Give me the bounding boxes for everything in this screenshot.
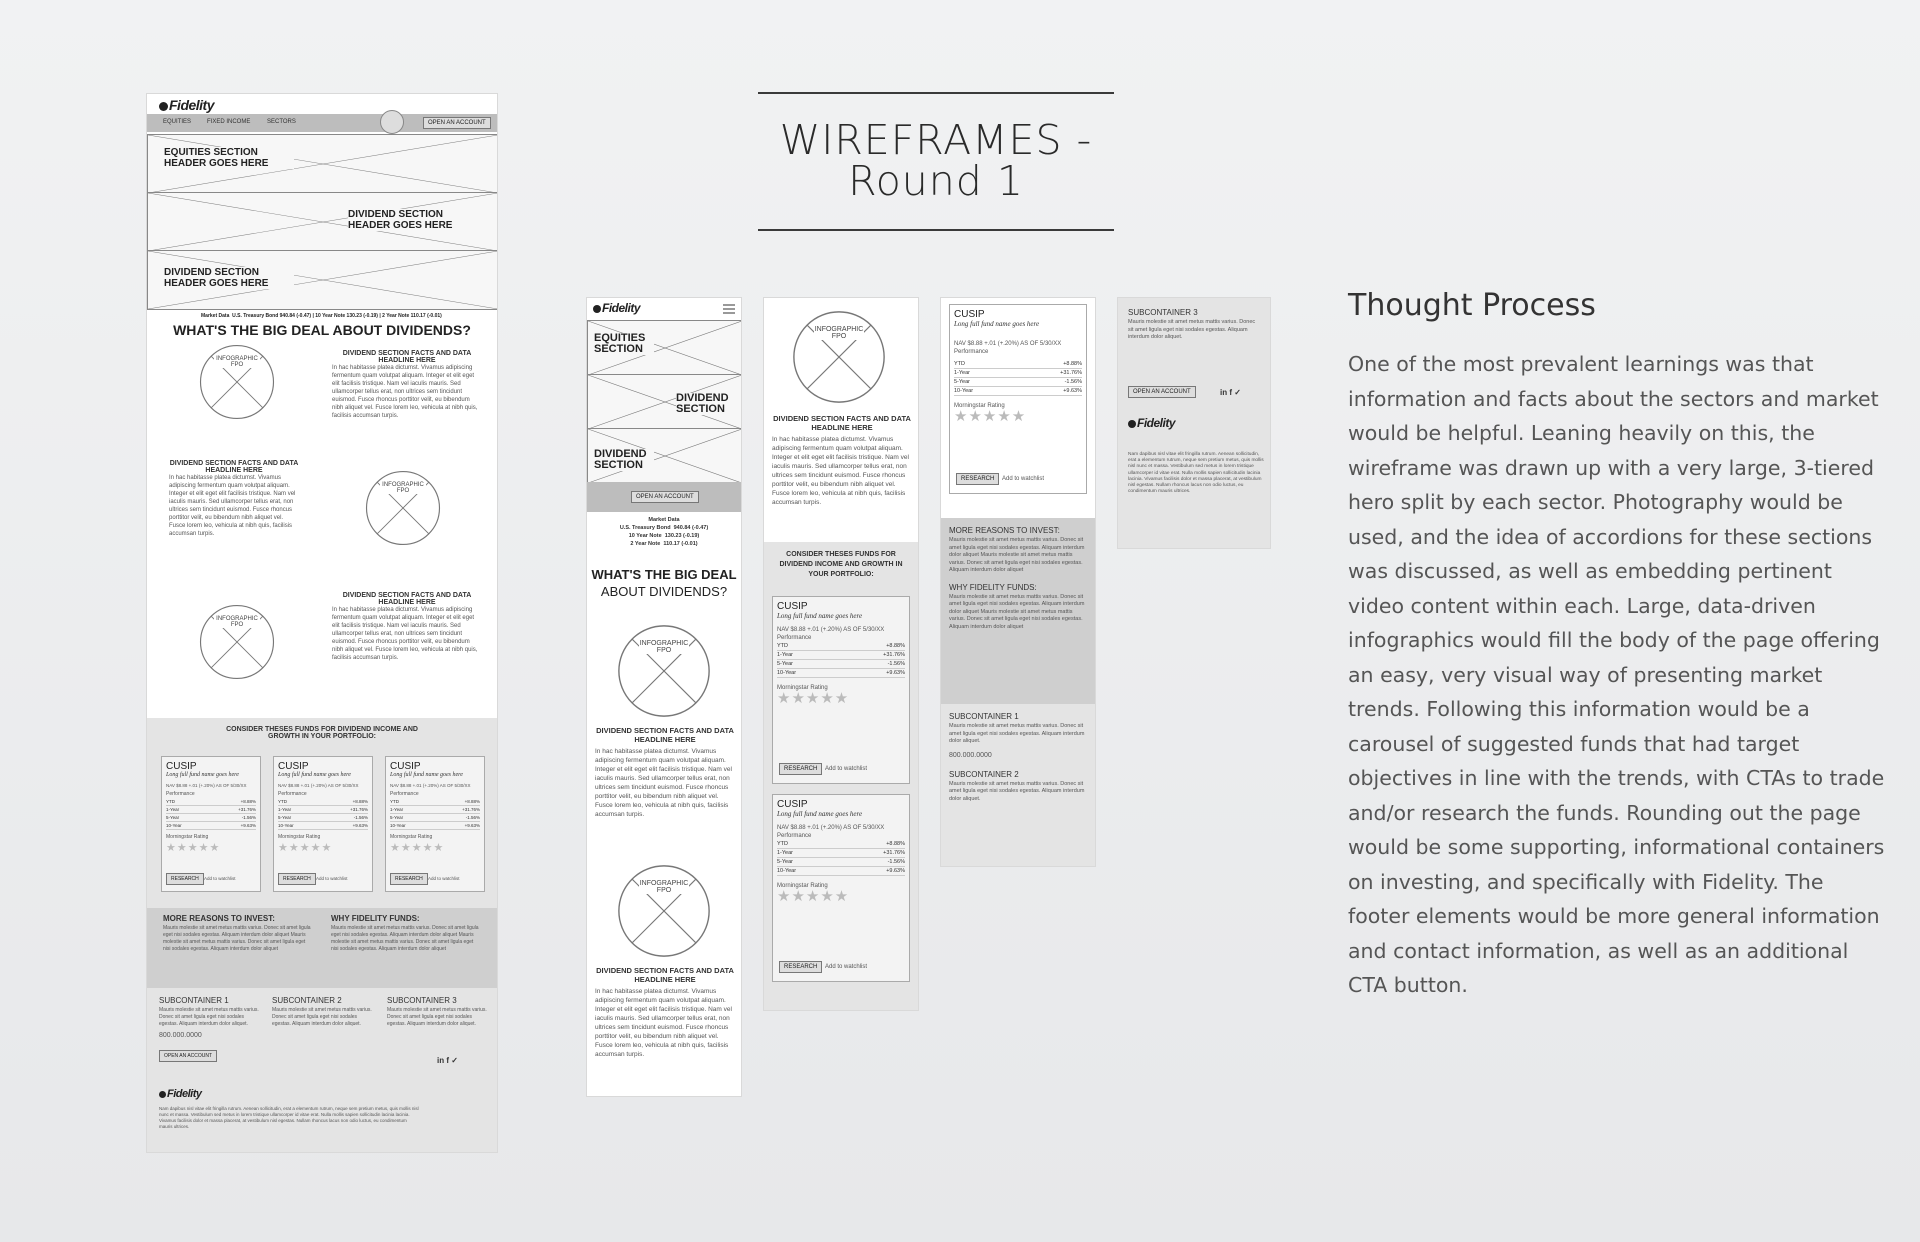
fund-name[interactable]: Long full fund name goes here xyxy=(166,772,239,778)
fund-nav: NAV $8.88 +.01 (+.20%) AS OF 5/30/XX xyxy=(166,783,247,788)
fund-cusip: CUSIP xyxy=(777,799,808,810)
hero-image-dividend-mid xyxy=(147,192,498,252)
table-row: 1-Year +31.76% xyxy=(278,807,368,812)
research-button[interactable]: RESEARCH xyxy=(278,873,316,885)
hero-equities-header: EQUITIES SECTION HEADER GOES HERE xyxy=(164,147,294,169)
add-to-watchlist-link[interactable]: Add to watchlist xyxy=(204,876,236,881)
table-row: YTD +8.88% xyxy=(777,841,905,847)
hero-image-dividend-bottom xyxy=(587,428,742,484)
fund-card xyxy=(772,596,910,784)
footer-fidelity-logo: Fidelity xyxy=(1128,416,1175,430)
subcontainer-2-heading: SUBCONTAINER 2 xyxy=(272,996,342,1005)
morningstar-label: Morningstar Rating xyxy=(390,834,433,840)
thought-body: One of the most prevalent learnings was that information and facts about the sectors and market would be helpful. Leaning heavily on this, the wireframe was drawn up with a very large, 3-tiered hero split by each sector. Photography would be used, and the idea of accordions for these sections was discussed, as well as embedding pertinent video content within each. Large, data-driven infographics would fill the body of the page offering an easy, very visual way of presenting market trends. Following this information would be a carousel of suggested funds that had target objectives in line with the trends, with CTAs to trade and/or research the funds. Rounding out the page would be some supporting, informational containers on investing, and specifically with Fidelity. The footer elements would be more general information and contact information, as well as an additional CTA button. xyxy=(1348,352,1885,997)
market-row: 2 Year Note 110.17 (-0.01) xyxy=(630,541,698,547)
infographic-placeholder xyxy=(199,604,275,680)
footer-legal-text: Nam dapibus nisl vitae elit fringilla rutrum. Aenean sollicitudin, erat a elementum rutrum, neque sem pretium metus, quis mollis nisl nunc et massa. Vestibulum sed metus in lorem tristique ullamcorper id vitae erat. Nulla mollis sapien sollicitudin lacinia lacinia. Vivamus facilisis dolor et massa placerat, at vestibulum nisl egestas. Nullam rhoncus lacus non odio luctus, eu condimentum mauris ultrices. xyxy=(159,1106,419,1129)
subcontainers-section xyxy=(941,704,1095,866)
why-fidelity-text: Mauris molestie sit amet metus mattis varius. Donec sit amet ligula eget nisi sodales egestas. Aliquam interdum dolor aliquet Mauris molestie sit amet metus mattis varius. Donec sit amet ligula eget nisi sodales egestas. Aliquam interdum dolor aliquet xyxy=(949,593,1085,630)
subcontainer-3-text: Mauris molestie sit amet metus mattis varius. Donec sit amet ligula eget nisi sodales egestas. Aliquam interdum dolor aliquet. xyxy=(387,1007,487,1027)
nav-avatar-circle[interactable] xyxy=(380,110,404,134)
phone-number: 800.000.0000 xyxy=(159,1032,202,1039)
fund-performance-label: Performance xyxy=(390,791,419,797)
subcontainer-2-text: Mauris molestie sit amet metus mattis varius. Donec sit amet ligula eget nisi sodales egestas. Aliquam interdum dolor aliquet. xyxy=(272,1007,372,1027)
more-reasons-block xyxy=(163,914,313,953)
page-header xyxy=(718,92,1154,231)
table-row: 10-Year +9.63% xyxy=(390,823,480,828)
add-to-watchlist-link[interactable]: Add to watchlist xyxy=(316,876,348,881)
hero-image-equities xyxy=(587,320,742,376)
linkedin-icon[interactable]: in xyxy=(437,1056,445,1065)
research-button[interactable]: RESEARCH xyxy=(779,763,822,775)
fund-performance-label: Performance xyxy=(278,791,307,797)
infographic-placeholder xyxy=(199,344,275,420)
why-fidelity-text: Mauris molestie sit amet metus mattis varius. Donec sit amet ligula eget nisi sodales egestas. Aliquam interdum dolor aliquet Mauris molestie sit amet metus mattis varius. Donec sit amet ligula eget nisi sodales egestas. Aliquam interdum dolor aliquet xyxy=(331,925,479,952)
research-button[interactable]: RESEARCH xyxy=(779,961,822,973)
subcontainer-1 xyxy=(159,996,259,1062)
facts-block xyxy=(332,592,482,662)
facts-body: In hac habitasse platea dictumst. Vivamus adipiscing fermentum quam volutpat aliquam. Integer et elit eget elit facilisis tristique. Nam vel iaculis mauris. Sed ullamcorper tellus erat, non ultrices sem tincidunt euismod. Fusce rhoncus porttitor velit, eu bibendum nibh aliquet vel. Fusce lorem leo, vehicula at nibh quis, facilisis accumsan turpis. xyxy=(595,748,732,818)
table-row: 10-Year +9.63% xyxy=(166,823,256,828)
title-rule-bottom xyxy=(758,229,1114,231)
table-row: YTD +8.88% xyxy=(166,799,256,804)
subcontainer-3-heading: SUBCONTAINER 3 xyxy=(387,996,457,1005)
twitter-icon[interactable]: ✓ xyxy=(1234,388,1241,397)
fund-cusip: CUSIP xyxy=(777,601,808,612)
fund-performance-label: Performance xyxy=(954,349,989,355)
footer-legal-text: Nam dapibus nisl vitae elit fringilla rutrum. Aenean sollicitudin, erat a elementum rutrum, neque sem pretium metus, quis mollis nisl nunc et massa. Vestibulum sed metus in lorem tristique ullamcorper id vitae erat. Nulla mollis sapien sollicitudin lacinia lacinia. Vivamus facilisis dolor et massa placerat, at vestibulum nisl egestas. Nullam rhoncus lacus non odio luctus, eu condimentum mauris ultrices. xyxy=(1128,452,1264,495)
table-row: 1-Year +31.76% xyxy=(390,807,480,812)
mobile-wireframe-more xyxy=(940,297,1096,867)
star-rating-icon: ★★★★★ xyxy=(166,842,221,854)
fund-card xyxy=(772,794,910,982)
infographic-label: INFOGRAPHIC FPO xyxy=(639,640,689,654)
fund-performance-label: Performance xyxy=(166,791,195,797)
table-row: 5-Year -1.56% xyxy=(390,815,480,820)
desktop-wireframe xyxy=(146,93,498,1153)
infographic-placeholder xyxy=(365,470,441,546)
facts-headline: DIVIDEND SECTION FACTS AND DATA HEADLINE HERE xyxy=(773,414,911,432)
subcontainer-3-heading: SUBCONTAINER 3 xyxy=(1128,308,1198,317)
fund-name[interactable]: Long full fund name goes here xyxy=(278,772,351,778)
twitter-icon[interactable]: ✓ xyxy=(451,1056,458,1065)
table-row: 10-Year +9.63% xyxy=(278,823,368,828)
subcontainer-1-text: Mauris molestie sit amet metus mattis varius. Donec sit amet ligula eget nisi sodales egestas. Aliquam interdum dolor aliquet. xyxy=(159,1007,259,1027)
hero-image-equities xyxy=(147,134,498,194)
infographic-placeholder xyxy=(617,624,711,718)
top-nav xyxy=(147,114,497,132)
star-rating-icon: ★★★★★ xyxy=(390,842,445,854)
research-button[interactable]: RESEARCH xyxy=(166,873,204,885)
infographic-label: INFOGRAPHIC FPO xyxy=(639,880,689,894)
hamburger-menu-icon[interactable] xyxy=(723,304,735,314)
fund-performance-table xyxy=(954,360,1082,396)
star-rating-icon: ★★★★★ xyxy=(777,888,850,905)
subcontainer-1-heading: SUBCONTAINER 1 xyxy=(159,996,229,1005)
fund-card xyxy=(161,756,261,892)
table-row: 1-Year +31.76% xyxy=(777,850,905,856)
table-row: YTD +8.88% xyxy=(777,643,905,649)
add-to-watchlist-link[interactable]: Add to watchlist xyxy=(825,766,868,772)
facts-body: In hac habitasse platea dictumst. Vivamus adipiscing fermentum quam volutpat aliquam. Integer et elit eget elit facilisis tristique. Nam vel iaculis mauris. Sed ullamcorper tellus erat, non ultrices sem tincidunt euismod. Fusce rhoncus porttitor velit, eu bibendum nibh aliquet vel. Fusce lorem leo, vehicula at nibh quis, facilisis accumsan turpis. xyxy=(169,475,296,537)
subcontainer-3-text: Mauris molestie sit amet metus mattis varius. Donec sit amet ligula eget nisi sodales egestas. Aliquam interdum dolor aliquet. xyxy=(1128,319,1256,340)
facts-headline: DIVIDEND SECTION FACTS AND DATA HEADLINE HERE xyxy=(342,592,472,606)
fund-name[interactable]: Long full fund name goes here xyxy=(390,772,463,778)
more-reasons-heading: MORE REASONS TO INVEST: xyxy=(949,526,1060,535)
table-row: 5-Year -1.56% xyxy=(777,661,905,667)
table-row: 5-Year -1.56% xyxy=(777,859,905,865)
table-row: 1-Year +31.76% xyxy=(777,652,905,658)
subcontainer-1-text: Mauris molestie sit amet metus mattis varius. Donec sit amet ligula eget nisi sodales egestas. Aliquam interdum dolor aliquet. xyxy=(949,723,1085,744)
hero-image-dividend-mid xyxy=(587,374,742,430)
fund-name[interactable]: Long full fund name goes here xyxy=(954,320,1040,328)
mobile-wireframe-funds xyxy=(763,297,919,1011)
fund-nav: NAV $8.88 +.01 (+.20%) AS OF 5/30/XX xyxy=(777,627,885,633)
add-to-watchlist-link[interactable]: Add to watchlist xyxy=(825,964,868,970)
fund-card xyxy=(949,304,1087,494)
table-row: YTD +8.88% xyxy=(390,799,480,804)
fund-name[interactable]: Long full fund name goes here xyxy=(777,810,863,818)
infographic-label: INFOGRAPHIC FPO xyxy=(214,356,260,368)
facts-block xyxy=(169,460,299,538)
footer-open-account-button[interactable]: OPEN AN ACCOUNT xyxy=(1128,386,1196,398)
fund-nav: NAV $8.88 +.01 (+.20%) AS OF 5/30/XX xyxy=(278,783,359,788)
facts-headline: DIVIDEND SECTION FACTS AND DATA HEADLINE HERE xyxy=(169,460,299,474)
subcontainer-3 xyxy=(387,996,487,1028)
facts-block xyxy=(595,966,735,1059)
desktop-market-data: Market Data U.S. Treasury Bond 940.84 (-0.47) | 10 Year Note 130.23 (-0.19) | 2 Year Note 110.17 (-0.01) xyxy=(201,313,442,319)
funds-section xyxy=(147,718,497,908)
mobile-wireframe-footer xyxy=(1117,297,1271,549)
infographic-label: INFOGRAPHIC FPO xyxy=(214,616,260,628)
fund-performance-label: Performance xyxy=(777,635,812,641)
footer-open-account-button[interactable]: OPEN AN ACCOUNT xyxy=(159,1050,217,1062)
facts-headline: DIVIDEND SECTION FACTS AND DATA HEADLINE HERE xyxy=(596,726,734,744)
more-reasons-section xyxy=(941,518,1095,704)
table-row: 1-Year +31.76% xyxy=(954,370,1082,376)
fund-cusip: CUSIP xyxy=(954,309,985,320)
fund-nav: NAV $8.88 +.01 (+.20%) AS OF 5/30/XX xyxy=(777,825,885,831)
hero-dividend-bottom-header: DIVIDEND SECTION HEADER GOES HERE xyxy=(164,267,294,289)
add-to-watchlist-link[interactable]: Add to watchlist xyxy=(428,876,460,881)
mobile-market-data: Market Data U.S. Treasury Bond 940.84 (-0.47) 10 Year Note 130.23 (-0.19) 2 Year Note 110.17 (-0.01) xyxy=(587,516,741,548)
linkedin-icon[interactable]: in xyxy=(1220,388,1228,397)
fund-name[interactable]: Long full fund name goes here xyxy=(777,612,863,620)
footer-fidelity-logo: Fidelity xyxy=(159,1088,202,1100)
table-row: 10-Year +9.63% xyxy=(777,868,905,874)
morningstar-label: Morningstar Rating xyxy=(954,403,1005,409)
why-fidelity-heading: WHY FIDELITY FUNDS: xyxy=(331,914,420,923)
facts-body: In hac habitasse platea dictumst. Vivamus adipiscing fermentum quam volutpat aliquam. Integer et elit eget elit facilisis tristique. Nam vel iaculis mauris. Sed ullamcorper tellus erat, non ultrices sem tincidunt euismod. Fusce rhoncus porttitor velit, eu bibendum nibh aliquet vel. Fusce lorem leo, vehicula at nibh quis, facilisis accumsan turpis. xyxy=(595,988,732,1058)
open-account-button[interactable]: OPEN AN ACCOUNT xyxy=(423,117,491,129)
facts-block xyxy=(772,414,912,507)
subcontainer-2-text: Mauris molestie sit amet metus mattis varius. Donec sit amet ligula eget nisi sodales egestas. Aliquam interdum dolor aliquet. xyxy=(949,780,1085,802)
table-row: 1-Year +31.76% xyxy=(166,807,256,812)
nav-item-fixed-income[interactable]: FIXED INCOME xyxy=(207,119,251,125)
fund-cusip: CUSIP xyxy=(390,761,421,772)
fund-performance-table xyxy=(278,798,368,830)
facts-body: In hac habitasse platea dictumst. Vivamus adipiscing fermentum quam volutpat aliquam. Integer et elit eget elit facilisis tristique. Nam vel iaculis mauris. Sed ullamcorper tellus erat, non ultrices sem tincidunt euismod. Fusce rhoncus porttitor velit, eu bibendum nibh aliquet vel. Fusce lorem leo, vehicula at nibh quis, facilisis accumsan turpis. xyxy=(772,436,909,506)
fund-card xyxy=(385,756,485,892)
subcontainer-2-heading: SUBCONTAINER 2 xyxy=(949,769,1019,779)
facts-headline: DIVIDEND SECTION FACTS AND DATA HEADLINE HERE xyxy=(342,350,472,364)
infographic-placeholder xyxy=(617,864,711,958)
table-row: 10-Year +9.63% xyxy=(954,388,1082,394)
morningstar-label: Morningstar Rating xyxy=(278,834,321,840)
table-row: 5-Year -1.56% xyxy=(954,379,1082,385)
funds-heading: CONSIDER THESES FUNDS FOR DIVIDEND INCOME AND GROWTH IN YOUR PORTFOLIO: xyxy=(779,551,903,578)
fund-performance-table xyxy=(390,798,480,830)
market-row: 10 Year Note 130.23 (-0.19) xyxy=(628,533,700,539)
fund-nav: NAV $8.88 +.01 (+.20%) AS OF 5/30/XX xyxy=(954,341,1062,347)
research-button[interactable]: RESEARCH xyxy=(956,473,999,485)
funds-heading: CONSIDER THESES FUNDS FOR DIVIDEND INCOME AND GROWTH IN YOUR PORTFOLIO: xyxy=(226,726,418,740)
phone-number: 800.000.0000 xyxy=(949,751,992,759)
facts-headline: DIVIDEND SECTION FACTS AND DATA HEADLINE HERE xyxy=(596,966,734,984)
morningstar-label: Morningstar Rating xyxy=(777,685,828,691)
table-row: YTD +8.88% xyxy=(954,361,1082,367)
title-rule-top xyxy=(758,92,1114,94)
star-rating-icon: ★★★★★ xyxy=(278,842,333,854)
fund-cusip: CUSIP xyxy=(166,761,197,772)
facts-body: In hac habitasse platea dictumst. Vivamus adipiscing fermentum quam volutpat aliquam. Integer et elit eget elit facilisis tristique. Nam vel iaculis mauris. Sed ullamcorper tellus erat, non ultrices sem tincidunt euismod. Fusce rhoncus porttitor velit, eu bibendum nibh aliquet vel. Fusce lorem leo, vehicula at nibh quis, facilisis accumsan turpis. xyxy=(332,365,478,419)
hero-equities-header: EQUITIES SECTION xyxy=(594,333,654,355)
more-reasons-text: Mauris molestie sit amet metus mattis varius. Donec sit amet ligula eget nisi sodales egestas. Aliquam interdum dolor aliquet Mauris molestie sit amet metus mattis varius. Donec sit amet ligula eget nisi sodales egestas. Aliquam interdum dolor aliquet xyxy=(949,537,1085,573)
fund-performance-label: Performance xyxy=(777,833,812,839)
big-deal-heading: WHAT'S THE BIG DEAL ABOUT DIVIDENDS? xyxy=(173,322,471,338)
morningstar-label: Morningstar Rating xyxy=(777,883,828,889)
hero-dividend-mid-header: DIVIDEND SECTION HEADER GOES HERE xyxy=(348,209,478,231)
hero-cta-bar xyxy=(587,482,741,512)
hero-dividend-bottom-header: DIVIDEND SECTION xyxy=(594,449,654,471)
page-title: WIREFRAMES - Round 1 xyxy=(779,116,1093,205)
more-reasons-heading: MORE REASONS TO INVEST: xyxy=(163,914,275,923)
fidelity-logo: Fidelity xyxy=(593,301,640,315)
social-icons xyxy=(1220,388,1241,397)
open-account-button[interactable]: OPEN AN ACCOUNT xyxy=(631,491,699,503)
why-fidelity-heading: WHY FIDELITY FUNDS: xyxy=(949,582,1037,592)
subcontainer-2 xyxy=(272,996,372,1028)
why-fidelity-block xyxy=(331,914,481,953)
hero-dividend-mid-header: DIVIDEND SECTION xyxy=(676,393,736,415)
table-row: 10-Year +9.63% xyxy=(777,670,905,676)
market-row: U.S. Treasury Bond 940.84 (-0.47) xyxy=(619,525,709,531)
star-rating-icon: ★★★★★ xyxy=(777,690,850,707)
infographic-placeholder xyxy=(792,310,886,404)
morningstar-label: Morningstar Rating xyxy=(166,834,209,840)
infographic-label: INFOGRAPHIC FPO xyxy=(814,326,864,340)
thought-heading: Thought Process xyxy=(1348,288,1596,323)
thought-process xyxy=(1348,288,1888,1003)
facebook-icon[interactable]: f xyxy=(1229,388,1233,397)
more-reasons-section xyxy=(147,908,497,988)
hero-image-dividend-bottom xyxy=(147,250,498,310)
mobile-wireframe-top xyxy=(586,297,742,1097)
social-icons xyxy=(437,1056,458,1065)
big-deal-heading: WHAT'S THE BIG DEAL ABOUT DIVIDENDS? xyxy=(591,567,737,599)
subcontainer-1-heading: SUBCONTAINER 1 xyxy=(949,712,1019,721)
facts-block xyxy=(595,726,735,819)
fund-card xyxy=(273,756,373,892)
fund-performance-table xyxy=(166,798,256,830)
table-row: 5-Year -1.56% xyxy=(166,815,256,820)
fund-nav: NAV $8.88 +.01 (+.20%) AS OF 5/30/XX xyxy=(390,783,471,788)
footer-section xyxy=(147,988,497,1152)
more-reasons-text: Mauris molestie sit amet metus mattis varius. Donec sit amet ligula eget nisi sodales egestas. Aliquam interdum dolor aliquet Mauris molestie sit amet metus mattis varius. Donec sit amet ligula eget nisi sodales egestas. Aliquam interdum dolor aliquet xyxy=(163,925,311,952)
facebook-icon[interactable]: f xyxy=(446,1056,450,1065)
star-rating-icon: ★★★★★ xyxy=(954,408,1027,425)
table-row: YTD +8.88% xyxy=(278,799,368,804)
fund-performance-table xyxy=(777,840,905,876)
research-button[interactable]: RESEARCH xyxy=(390,873,428,885)
facts-body: In hac habitasse platea dictumst. Vivamus adipiscing fermentum quam volutpat aliquam. Integer et elit eget elit facilisis tristique. Nam vel iaculis mauris. Sed ullamcorper tellus erat, non ultrices sem tincidunt euismod. Fusce rhoncus porttitor velit, eu bibendum nibh aliquet vel. Fusce lorem leo, vehicula at nibh quis, facilisis accumsan turpis. xyxy=(332,607,478,661)
fund-cusip: CUSIP xyxy=(278,761,309,772)
infographic-label: INFOGRAPHIC FPO xyxy=(380,482,426,494)
funds-section xyxy=(764,542,918,1010)
add-to-watchlist-link[interactable]: Add to watchlist xyxy=(1002,476,1045,482)
fund-performance-table xyxy=(777,642,905,678)
fidelity-logo: Fidelity xyxy=(159,97,214,113)
facts-block xyxy=(332,350,482,420)
table-row: 5-Year -1.56% xyxy=(278,815,368,820)
nav-item-equities[interactable]: EQUITIES xyxy=(163,119,192,125)
nav-item-sectors[interactable]: SECTORS xyxy=(267,119,296,125)
